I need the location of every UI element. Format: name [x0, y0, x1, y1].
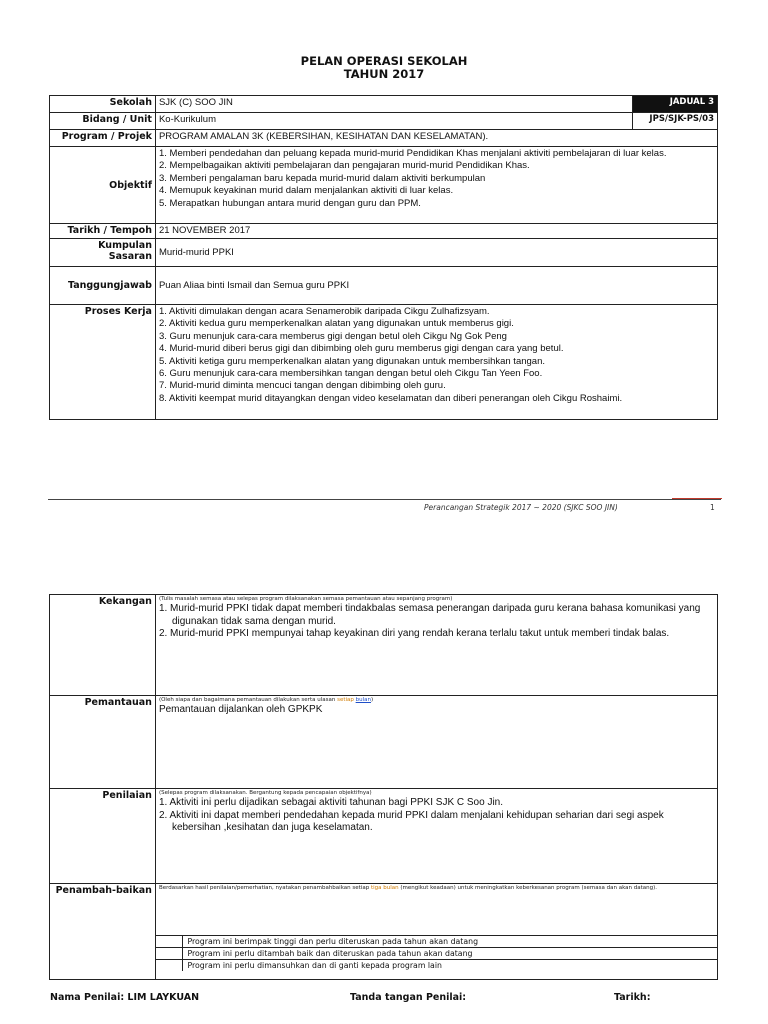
- list-item: 4. Murid-murid diberi berus gigi dan dibimbing oleh guru memberus gigi dengan cara yang betul.: [158, 343, 564, 355]
- kekangan-list: [159, 603, 714, 641]
- list-item: 7. Murid-murid diminta mencuci tangan dengan dibimbing oleh guru.: [158, 380, 446, 392]
- row-kumpulan: [50, 239, 718, 267]
- objektif-label: Objektif: [50, 147, 156, 224]
- options-table: [156, 935, 717, 971]
- nama-penilai: Nama Penilai: LIM LAYKUAN: [50, 992, 200, 1003]
- kekangan-cell: [155, 595, 717, 696]
- list-item: 8. Aktiviti keempat murid ditayangkan dengan video keselamatan dan diberi penerangan oleh Cikgu Roshaimi.: [158, 392, 623, 404]
- proses-label: Proses Kerja: [50, 305, 156, 420]
- footer-rule: [48, 499, 721, 500]
- pemantauan-note-setiap: setiap: [337, 697, 354, 703]
- list-item: 2. Aktiviti ini dapat memberi pendedahan kepada murid PPKI dalam menjalani kehidupan seharian dari segi aspek kebersihan ,kesihatan dan juga keselamatan.: [158, 809, 664, 834]
- jadual-badge: JADUAL 3: [633, 96, 718, 113]
- tanggungjawab-value: Puan Aliaa binti Ismail dan Semua guru PPKI: [155, 267, 717, 305]
- row-penilaian: [50, 789, 718, 884]
- page-number: 1: [710, 503, 715, 512]
- kumpulan-value: Murid-murid PPKI: [155, 239, 717, 267]
- program-value: PROGRAM AMALAN 3K (KEBERSIHAN, KESIHATAN DAN KESELAMATAN).: [155, 130, 717, 147]
- row-penambah-baikan: [50, 884, 718, 980]
- penilaian-note: (Selepas program dilaksanakan. Bergantung kepada pencapaian objektifnya): [158, 790, 372, 796]
- bidang-label: Bidang / Unit: [50, 113, 156, 130]
- row-tarikh: [50, 224, 718, 239]
- tarikh-label: Tarikh / Tempoh: [50, 224, 156, 239]
- tanda-tangan-penilai: Tanda tangan Penilai:: [350, 992, 467, 1003]
- penambah-baikan-label: Penambah-baikan: [50, 884, 156, 980]
- tarikh-penilai: Tarikh:: [614, 992, 651, 1003]
- penilaian-list: [159, 797, 714, 835]
- penambah-baikan-note: [156, 885, 717, 935]
- tanggungjawab-label: Tanggungjawab: [50, 267, 156, 305]
- option-checkbox[interactable]: [156, 948, 183, 960]
- proses-list: [159, 306, 714, 405]
- list-item: 1. Aktiviti dimulakan dengan acara Senamerobik daripada Cikgu Zulhafizsyam.: [158, 306, 490, 317]
- list-item: 1. Murid-murid PPKI tidak dapat memberi tindakbalas semasa penerangan daripada guru kerana bahasa komunikasi yang digunakan tidak sama dengan murid.: [158, 603, 701, 627]
- pemantauan-note-text: (Oleh siapa dan bagaimana pemantauan dilakukan serta ulasan: [158, 697, 338, 703]
- list-item: 1. Memberi pendedahan dan peluang kepada murid-murid Pendidikan Khas menjalani aktiviti pembelajaran di luar kelas.: [158, 148, 667, 159]
- option-checkbox[interactable]: [156, 936, 183, 948]
- pemantauan-note-close: ): [371, 697, 374, 703]
- tarikh-value: 21 NOVEMBER 2017: [155, 224, 717, 239]
- plan-table: [49, 95, 718, 420]
- list-item: 3. Memberi pengalaman baru kepada murid-murid dalam aktiviti berkumpulan: [158, 172, 486, 184]
- objektif-cell: [155, 147, 717, 224]
- footer-text: Perancangan Strategik 2017 ~ 2020 (SJKC SOO JIN): [424, 503, 618, 512]
- penambah-baikan-cell: [155, 884, 717, 980]
- form-code: JPS/SJK-PS/03: [633, 113, 718, 130]
- option-row: [156, 936, 717, 948]
- pemantauan-label: Pemantauan: [50, 696, 156, 789]
- footer-accent-rule: [672, 498, 722, 499]
- list-item: 2. Murid-murid PPKI mempunyai tahap keyakinan diri yang rendah kerana terlalu takut untuk memberi tindak balas.: [158, 628, 670, 640]
- row-objektif: [50, 147, 718, 224]
- row-proses: [50, 305, 718, 420]
- row-kekangan: [50, 595, 718, 696]
- option-label: Program ini perlu ditambah baik dan diteruskan pada tahun akan datang: [183, 948, 717, 960]
- option-row: [156, 960, 717, 972]
- penilaian-cell: [155, 789, 717, 884]
- list-item: 5. Aktiviti ketiga guru memperkenalkan alatan yang digunakan untuk membersihkan tangan.: [158, 355, 546, 367]
- row-bidang: [50, 113, 718, 130]
- row-pemantauan: [50, 696, 718, 789]
- kekangan-note: (Tulis masalah semasa atau selepas program dilaksanakan semasa pemantauan atau sepanjang program): [158, 596, 453, 602]
- row-tanggungjawab: [50, 267, 718, 305]
- option-label: Program ini perlu dimansuhkan dan di ganti kepada program lain: [183, 960, 717, 972]
- pemantauan-note: [159, 697, 714, 704]
- program-label: Program / Projek: [50, 130, 156, 147]
- list-item: 1. Aktiviti ini perlu dijadikan sebagai aktiviti tahunan bagi PPKI SJK C Soo Jin.: [158, 797, 504, 808]
- option-row: [156, 948, 717, 960]
- list-item: 2. Mempelbagaikan aktiviti pembelajaran dan pengajaran murid-murid Pendidikan Khas.: [158, 160, 530, 172]
- list-item: 3. Guru menunjuk cara-cara memberus gigi dengan betul oleh Cikgu Ng Gok Peng: [158, 330, 507, 342]
- bidang-value: Ko-Kurikulum: [155, 113, 632, 130]
- option-checkbox[interactable]: [156, 960, 183, 972]
- kumpulan-label-line1: Kumpulan: [98, 240, 152, 251]
- doc-title-line1: PELAN OPERASI SEKOLAH: [300, 54, 468, 68]
- pemantauan-cell: [155, 696, 717, 789]
- options-body: [156, 936, 717, 972]
- row-sekolah: [50, 96, 718, 113]
- sekolah-value: SJK (C) SOO JIN: [155, 96, 632, 113]
- sekolah-label: Sekolah: [50, 96, 156, 113]
- pemantauan-note-bulan-link[interactable]: bulan: [355, 697, 371, 703]
- kekangan-label: Kekangan: [50, 595, 156, 696]
- kumpulan-label: [50, 239, 156, 267]
- list-item: 6. Guru menunjuk cara-cara membersihkan tangan dengan betul oleh Cikgu Tan Yeen Foo.: [158, 368, 543, 380]
- kumpulan-label-line2: Sasaran: [108, 251, 152, 262]
- list-item: 5. Merapatkan hubungan antara murid dengan guru dan PPM.: [158, 197, 421, 209]
- penilaian-label: Penilaian: [50, 789, 156, 884]
- doc-title-line2: TAHUN 2017: [343, 67, 425, 81]
- penambah-note-tiga-bulan: tiga bulan: [370, 885, 399, 891]
- pemantauan-value: Pemantauan dijalankan oleh GPKPK: [158, 704, 323, 715]
- evaluation-table: [49, 594, 718, 980]
- penambah-note-text: Berdasarkan hasil penilaian/pemerhatian, nyatakan penambahbaikan setiap: [158, 885, 371, 891]
- penambah-note-rest: (mengikut keadaan) untuk meningkatkan keberkesanan program (semasa dan akan datang).: [398, 885, 658, 891]
- row-program: [50, 130, 718, 147]
- list-item: 2. Aktiviti kedua guru memperkenalkan alatan yang digunakan untuk memberus gigi.: [158, 318, 514, 330]
- list-item: 4. Memupuk keyakinan murid dalam menjalankan aktiviti di luar kelas.: [158, 185, 454, 197]
- proses-cell: [155, 305, 717, 420]
- option-label: Program ini berimpak tinggi dan perlu diteruskan pada tahun akan datang: [183, 936, 717, 948]
- objektif-list: [159, 148, 714, 210]
